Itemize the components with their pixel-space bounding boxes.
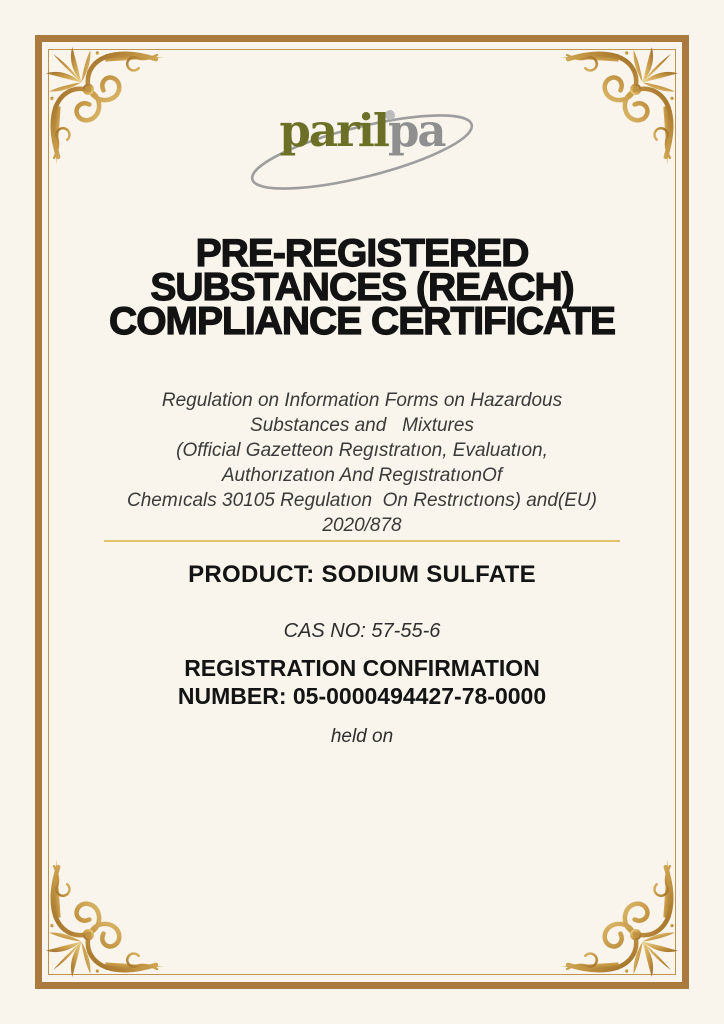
logo-wordmark: [237, 106, 487, 156]
cas-number: CAS NO: 57-55-6: [283, 620, 441, 642]
product-line: PRODUCT: SODIUM SULFATE: [188, 561, 536, 588]
regulation-subtitle: [0, 388, 724, 538]
gold-divider: [104, 540, 620, 542]
certificate-title: [0, 232, 724, 343]
regulation-line: Authorızatıon And RegıstratıonOf: [221, 465, 503, 486]
logo-text-secondary: pa: [387, 104, 445, 157]
title-line: PRE-REGISTERED: [195, 232, 529, 275]
regulation-line: (Official Gazetteon Regıstratıon, Evaluatıon,: [176, 440, 548, 461]
regulation-line: Substances and Mixtures: [250, 415, 474, 436]
registration-number-line: NUMBER: 05-0000494427-78-0000: [177, 683, 547, 709]
title-line: SUBSTANCES (REACH): [150, 266, 574, 309]
registration-number-line: REGISTRATION CONFIRMATION: [184, 655, 540, 681]
regulation-line: Regulation on Information Forms on Hazardous: [161, 390, 563, 411]
logo: [0, 102, 724, 194]
held-on-label: held on: [330, 726, 394, 747]
registration-number: [0, 654, 724, 710]
corner-flourish-icon: [41, 856, 167, 982]
regulation-line: 2020/878: [322, 515, 402, 536]
corner-flourish-icon: [557, 856, 683, 982]
logo-text-primary: paril: [279, 104, 388, 157]
title-line: COMPLIANCE CERTIFICATE: [109, 300, 615, 343]
regulation-line: Chemıcals 30105 Regulatıon On Restrıctıons) and(EU): [127, 490, 597, 511]
